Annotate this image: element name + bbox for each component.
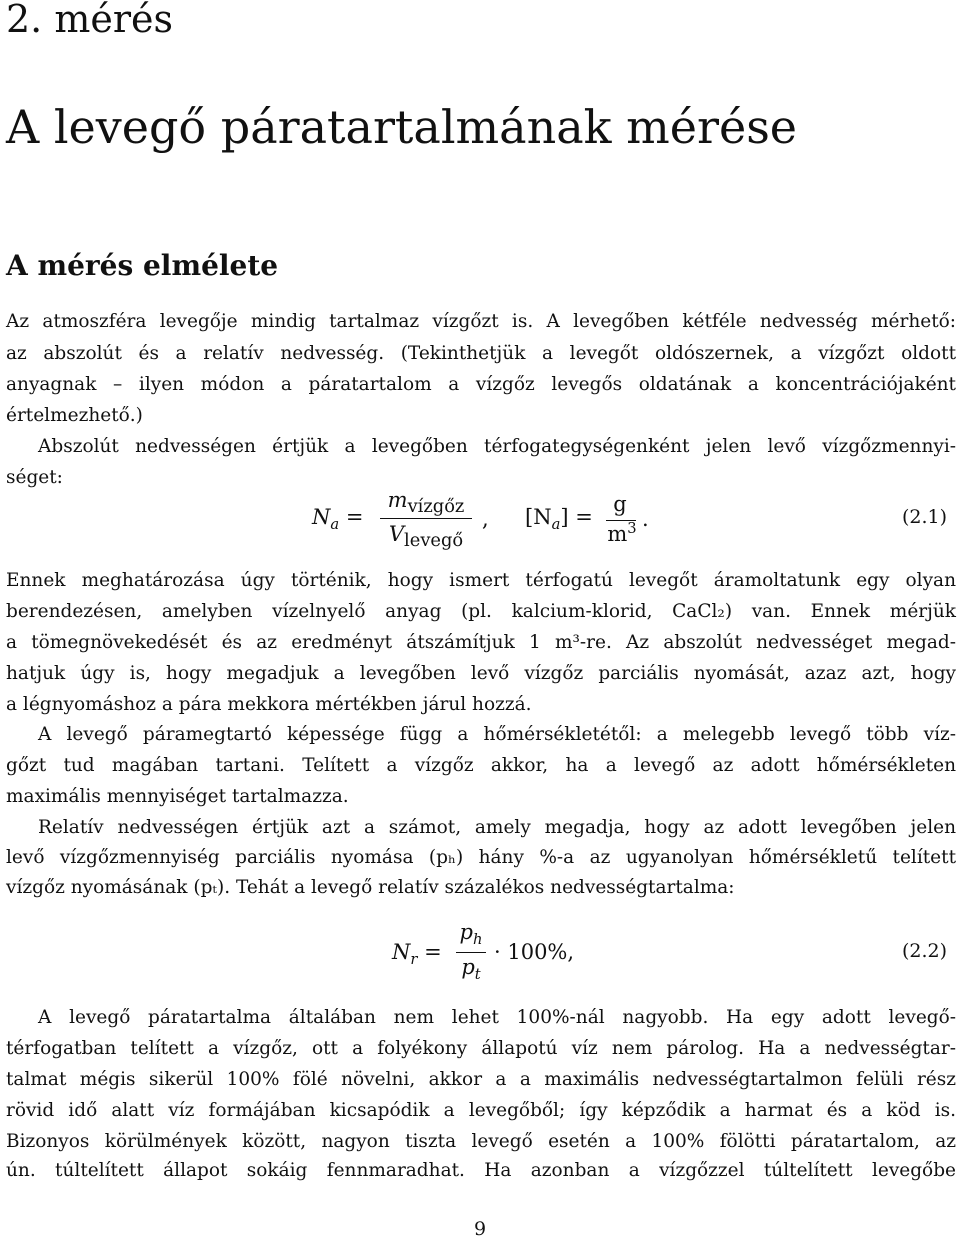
text-line: térfogatban telített a vízgőz, ott a folyékony állapotú víz nem párolog. Ha a nedvességtar- — [6, 1038, 956, 1059]
eq1-unit-num: g — [613, 492, 627, 516]
document-page: 2. mérés A levegő páratartalmának mérése A mérés elmélete Az atmoszféra levegője mindig tartalmaz vízgőzt is. A levegőben kétféle nedvesség mérhető: az abszolút és a relatív nedvesség. (Tekinthetjük a levegőt oldószernek, a vízgőzt oldott anyagnak – ilyen módon a páratartalom a vízgőz levegős oldatának a koncentrációjaként értelmezhető.) Abszolút nedvességen értjük a levegőben térfogategységenként jelen levő vízgőzmennyi- séget: $N_a$ = $m_{vízgőz}$ $V_{levegő}$ , $[N_a]$ = g $m^3$ . (2.1) Ennek meghatározása úgy történik, hogy ismert térfogatú levegőt áramoltatunk egy olyan berendezésen, amelyben vízelnyelő anyag (pl. kalcium-klorid, CaCl₂) van. Ennek mérjük a tömegnövekedését és az eredményt átszámítjuk 1 m³-re. Az abszolút nedvességet megad- hatjuk úgy is, hogy megadjuk a levegőben levő vízgőz parciális nyomását, azaz azt, hogy a légnyomáshoz a pára mekkora mértékben járul hozzá. A levegő páramegtartó képessége függ a hőmérsékletétől: a melegebb levegő több víz- gőzt tud magában tartani. Telített a vízgőz akkor, ha a levegő az adott hőmérsékleten maximális mennyiséget tartalmazza. Relatív nedvességen értjük azt a számot, amely megadja, hogy az adott levegőben jelen levő vízgőzmennyiség parciális nyomása (pₕ) hány %-a az ugyanolyan hőmérsékletű telített vízgőz nyomásának (pₜ). Tehát a levegő relatív százalékos nedvességtartalma: $N_r$ = $p_h$ $p_t$ · 100%, (2.2) A levegő páratartalma általában nem lehet 100%-nál nagyobb. Ha egy adott levegő- térfogatban telített a vízgőz, ott a folyékony állapotú víz nem párolog. Ha a nedvességtar- talmat mégis sikerül 100% fölé növelni, akkor a a maximális nedvességtartalmon felüli rész rövid idő alatt víz formájában kicsapódik a levegőből; így képződik a harmat és a köd is. Bizonyos körülmények között, nagyon tiszta levegő esetén a 100% fölötti páratartalom, az ún. túltelített állapot sokáig fennmaradhat. Ha azonban a vízgőzzel túltelített levegőbe 9 — [0, 0, 960, 1244]
page-number: 9 — [473, 1218, 487, 1240]
text-line: anyagnak – ilyen módon a páratartalom a vízgőz levegős oldatának a koncentrációjaként — [6, 374, 956, 395]
text-line: rövid idő alatt víz formájában kicsapódik a levegőből; így képződik a harmat és a köd is. — [6, 1100, 956, 1121]
text-line: talmat mégis sikerül 100% fölé növelni, akkor a a maximális nedvességtartalmon felüli rész — [6, 1069, 956, 1090]
eq1-unit-lhs-sub: a — [551, 516, 561, 534]
eq1-unit-den: m — [607, 522, 628, 546]
equation-number: (2.2) — [902, 940, 948, 962]
text-line: hatjuk úgy is, hogy megadjuk a levegőben levő vízgőz parciális nyomását, azaz azt, hogy — [6, 663, 956, 684]
eq2-denominator-sub: t — [474, 966, 481, 984]
text-line: az abszolút és a relatív nedvesség. (Tekinthetjük a levegőt oldószernek, a vízgőzt oldott — [6, 343, 956, 364]
eq2-numerator-sub: h — [472, 931, 483, 949]
text-line: értelmezhető.) — [6, 405, 143, 426]
text-line: berendezésen, amelyben vízelnyelő anyag (pl. kalcium-klorid, CaCl₂) van. Ennek mérjük — [6, 601, 956, 622]
text-line: levő vízgőzmennyiség parciális nyomása (pₕ) hány %-a az ugyanolyan hőmérsékletű telített — [6, 847, 956, 868]
eq1-numerator-sub: vízgőz — [407, 496, 465, 518]
text-line: ún. túltelített állapot sokáig fennmaradhat. Ha azonban a vízgőzzel túltelített levegőbe — [6, 1160, 956, 1181]
text-line: vízgőz nyomásának (pₜ). Tehát a levegő relatív százalékos nedvességtartalma: — [6, 877, 735, 898]
eq2-tail: · 100%, — [494, 940, 575, 964]
equation-number: (2.1) — [902, 506, 948, 528]
eq1-unit-lhs: [N — [525, 505, 552, 529]
eq1-numerator: m — [387, 488, 408, 512]
eq2-numerator: p — [459, 920, 473, 944]
eq1-lhs: N — [312, 505, 331, 529]
text-line: Bizonyos körülmények között, nagyon tiszta levegő esetén a 100% fölötti páratartalom, az — [6, 1131, 956, 1152]
chapter-title: A levegő páratartalmának mérése — [6, 100, 798, 154]
text-line: a tömegnövekedését és az eredményt átszámítjuk 1 m³-re. Az abszolút nedvességet megad- — [6, 632, 956, 653]
eq2-denominator: p — [461, 955, 475, 979]
section-title: A mérés elmélete — [6, 249, 279, 282]
text-line: A levegő páramegtartó képessége függ a hőmérsékletétől: a melegebb levegő több víz- — [38, 724, 956, 745]
eq1-denominator-sub: levegő — [404, 530, 464, 552]
eq1-denominator: V — [388, 522, 405, 546]
eq2-lhs-sub: r — [410, 951, 418, 969]
text-line: A levegő páratartalma általában nem lehet 100%-nál nagyobb. Ha egy adott levegő- — [38, 1007, 956, 1028]
text-line: Az atmoszféra levegője mindig tartalmaz vízgőzt is. A levegőben kétféle nedvesség mérhető: — [6, 311, 956, 332]
text-line: séget: — [6, 467, 63, 488]
chapter-number: 2. mérés — [6, 0, 174, 41]
text-line: Relatív nedvességen értjük azt a számot, amely megadja, hogy az adott levegőben jelen — [38, 817, 956, 838]
eq2-lhs: N — [392, 940, 411, 964]
text-line: a légnyomáshoz a pára mekkora mértékben járul hozzá. — [6, 694, 532, 715]
text-line: Abszolút nedvességen értjük a levegőben térfogategységenként jelen levő vízgőzmennyi- — [38, 436, 956, 457]
text-line: gőzt tud magában tartani. Telített a vízgőz akkor, ha a levegő az adott hőmérsékleten — [6, 755, 956, 776]
eq1-lhs-sub: a — [330, 516, 340, 534]
eq1-unit-lhs-end: ] = — [560, 505, 593, 529]
eq1-unit-den-sup: 3 — [627, 520, 637, 537]
eq1-fraction-bar — [380, 518, 472, 519]
text-line: maximális mennyiséget tartalmazza. — [6, 786, 349, 807]
eq2-fraction-bar — [456, 952, 486, 953]
text-line: Ennek meghatározása úgy történik, hogy ismert térfogatú levegőt áramoltatunk egy olyan — [6, 570, 956, 591]
